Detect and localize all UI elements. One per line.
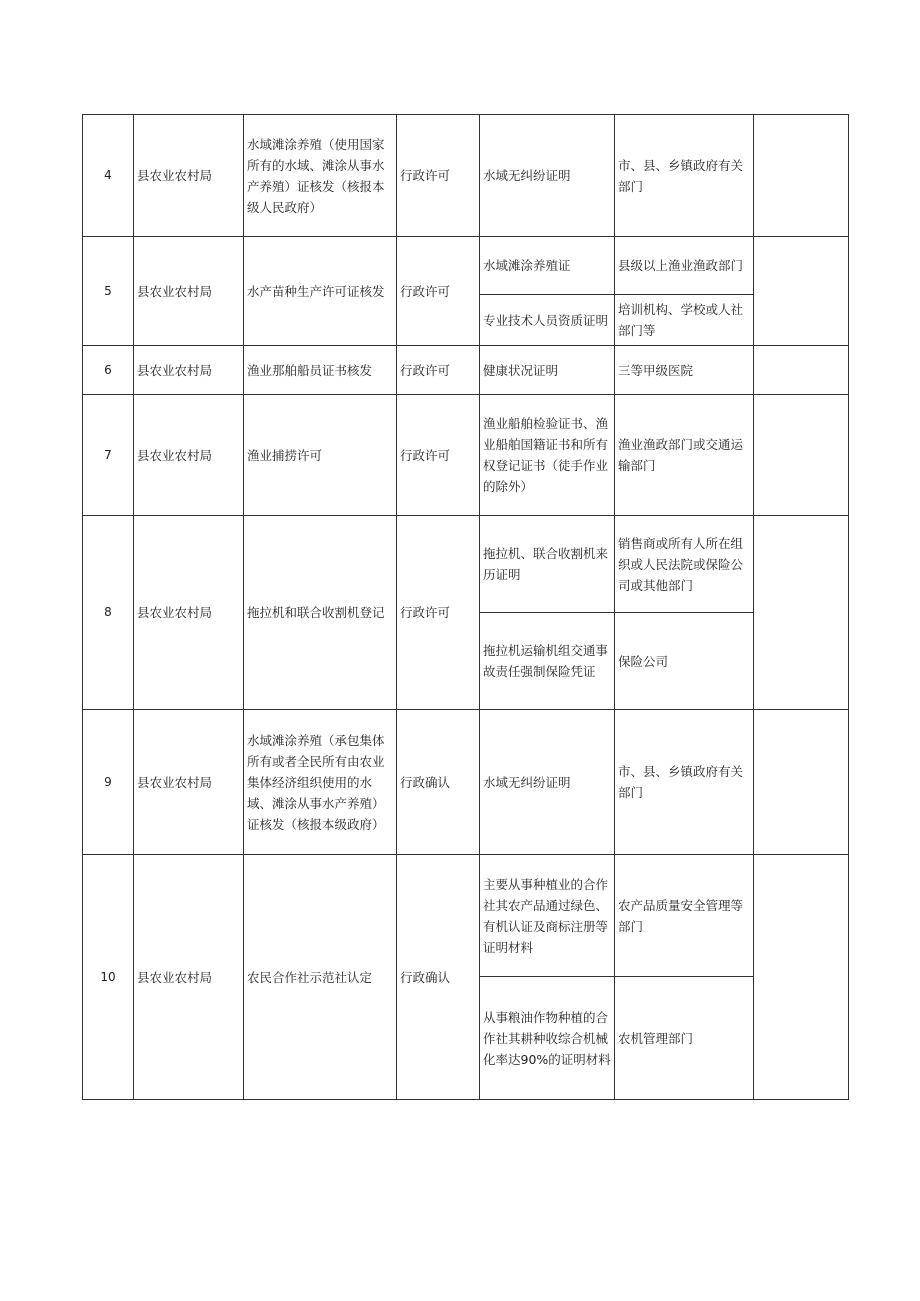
- table-row: [83, 237, 849, 295]
- item-cell: 水产苗种生产许可证核发: [244, 237, 397, 346]
- type-cell: 行政许可: [397, 395, 480, 516]
- department-cell: 县农业农村局: [134, 516, 244, 710]
- type-cell: 行政确认: [397, 710, 480, 855]
- material-cell: 水域无纠纷证明: [480, 710, 615, 855]
- type-cell: 行政许可: [397, 115, 480, 237]
- remark-cell: [754, 710, 849, 855]
- department-cell: 县农业农村局: [134, 346, 244, 395]
- table-row: [83, 516, 849, 613]
- item-cell: 渔业捕捞许可: [244, 395, 397, 516]
- materials-table: [82, 114, 849, 1100]
- table-row: [83, 115, 849, 237]
- issuer-cell: 农机管理部门: [615, 977, 754, 1100]
- remark-cell: [754, 516, 849, 710]
- remark-cell: [754, 115, 849, 237]
- department-cell: 县农业农村局: [134, 710, 244, 855]
- issuer-cell: 渔业渔政部门或交通运输部门: [615, 395, 754, 516]
- remark-cell: [754, 237, 849, 346]
- row-number: 4: [83, 115, 134, 237]
- issuer-cell: 三等甲级医院: [615, 346, 754, 395]
- row-number: 5: [83, 237, 134, 346]
- remark-cell: [754, 855, 849, 1100]
- item-cell: 水域滩涂养殖（承包集体所有或者全民所有由农业集体经济组织使用的水域、滩涂从事水产养殖）证核发（核报本级政府）: [244, 710, 397, 855]
- material-cell: 水域滩涂养殖证: [480, 237, 615, 295]
- issuer-cell: 县级以上渔业渔政部门: [615, 237, 754, 295]
- type-cell: 行政许可: [397, 516, 480, 710]
- material-cell: 拖拉机运输机组交通事故责任强制保险凭证: [480, 613, 615, 710]
- item-cell: 农民合作社示范社认定: [244, 855, 397, 1100]
- issuer-cell: 培训机构、学校或人社部门等: [615, 295, 754, 346]
- issuer-cell: 农产品质量安全管理等部门: [615, 855, 754, 977]
- issuer-cell: 销售商或所有人所在组织或人民法院或保险公司或其他部门: [615, 516, 754, 613]
- material-cell: 健康状况证明: [480, 346, 615, 395]
- material-cell: 渔业船舶检验证书、渔业船舶国籍证书和所有权登记证书（徒手作业的除外）: [480, 395, 615, 516]
- type-cell: 行政许可: [397, 237, 480, 346]
- material-cell: 主要从事种植业的合作社其农产品通过绿色、有机认证及商标注册等证明材料: [480, 855, 615, 977]
- material-cell: 专业技术人员资质证明: [480, 295, 615, 346]
- table-row: [83, 710, 849, 855]
- issuer-cell: 保险公司: [615, 613, 754, 710]
- department-cell: 县农业农村局: [134, 855, 244, 1100]
- table-row: [83, 855, 849, 977]
- remark-cell: [754, 346, 849, 395]
- table-row: [83, 346, 849, 395]
- department-cell: 县农业农村局: [134, 115, 244, 237]
- row-number: 8: [83, 516, 134, 710]
- table-row: [83, 395, 849, 516]
- department-cell: 县农业农村局: [134, 237, 244, 346]
- row-number: 9: [83, 710, 134, 855]
- department-cell: 县农业农村局: [134, 395, 244, 516]
- material-cell: 从事粮油作物种植的合作社其耕种收综合机械化率达90%的证明材料: [480, 977, 615, 1100]
- item-cell: 渔业那舶船员证书核发: [244, 346, 397, 395]
- type-cell: 行政许可: [397, 346, 480, 395]
- material-cell: 拖拉机、联合收割机来历证明: [480, 516, 615, 613]
- item-cell: 拖拉机和联合收割机登记: [244, 516, 397, 710]
- remark-cell: [754, 395, 849, 516]
- issuer-cell: 市、县、乡镇政府有关部门: [615, 115, 754, 237]
- row-number: 6: [83, 346, 134, 395]
- material-cell: 水域无纠纷证明: [480, 115, 615, 237]
- row-number: 10: [83, 855, 134, 1100]
- row-number: 7: [83, 395, 134, 516]
- item-cell: 水域滩涂养殖（使用国家所有的水域、滩涂从事水产养殖）证核发（核报本级人民政府）: [244, 115, 397, 237]
- type-cell: 行政确认: [397, 855, 480, 1100]
- issuer-cell: 市、县、乡镇政府有关部门: [615, 710, 754, 855]
